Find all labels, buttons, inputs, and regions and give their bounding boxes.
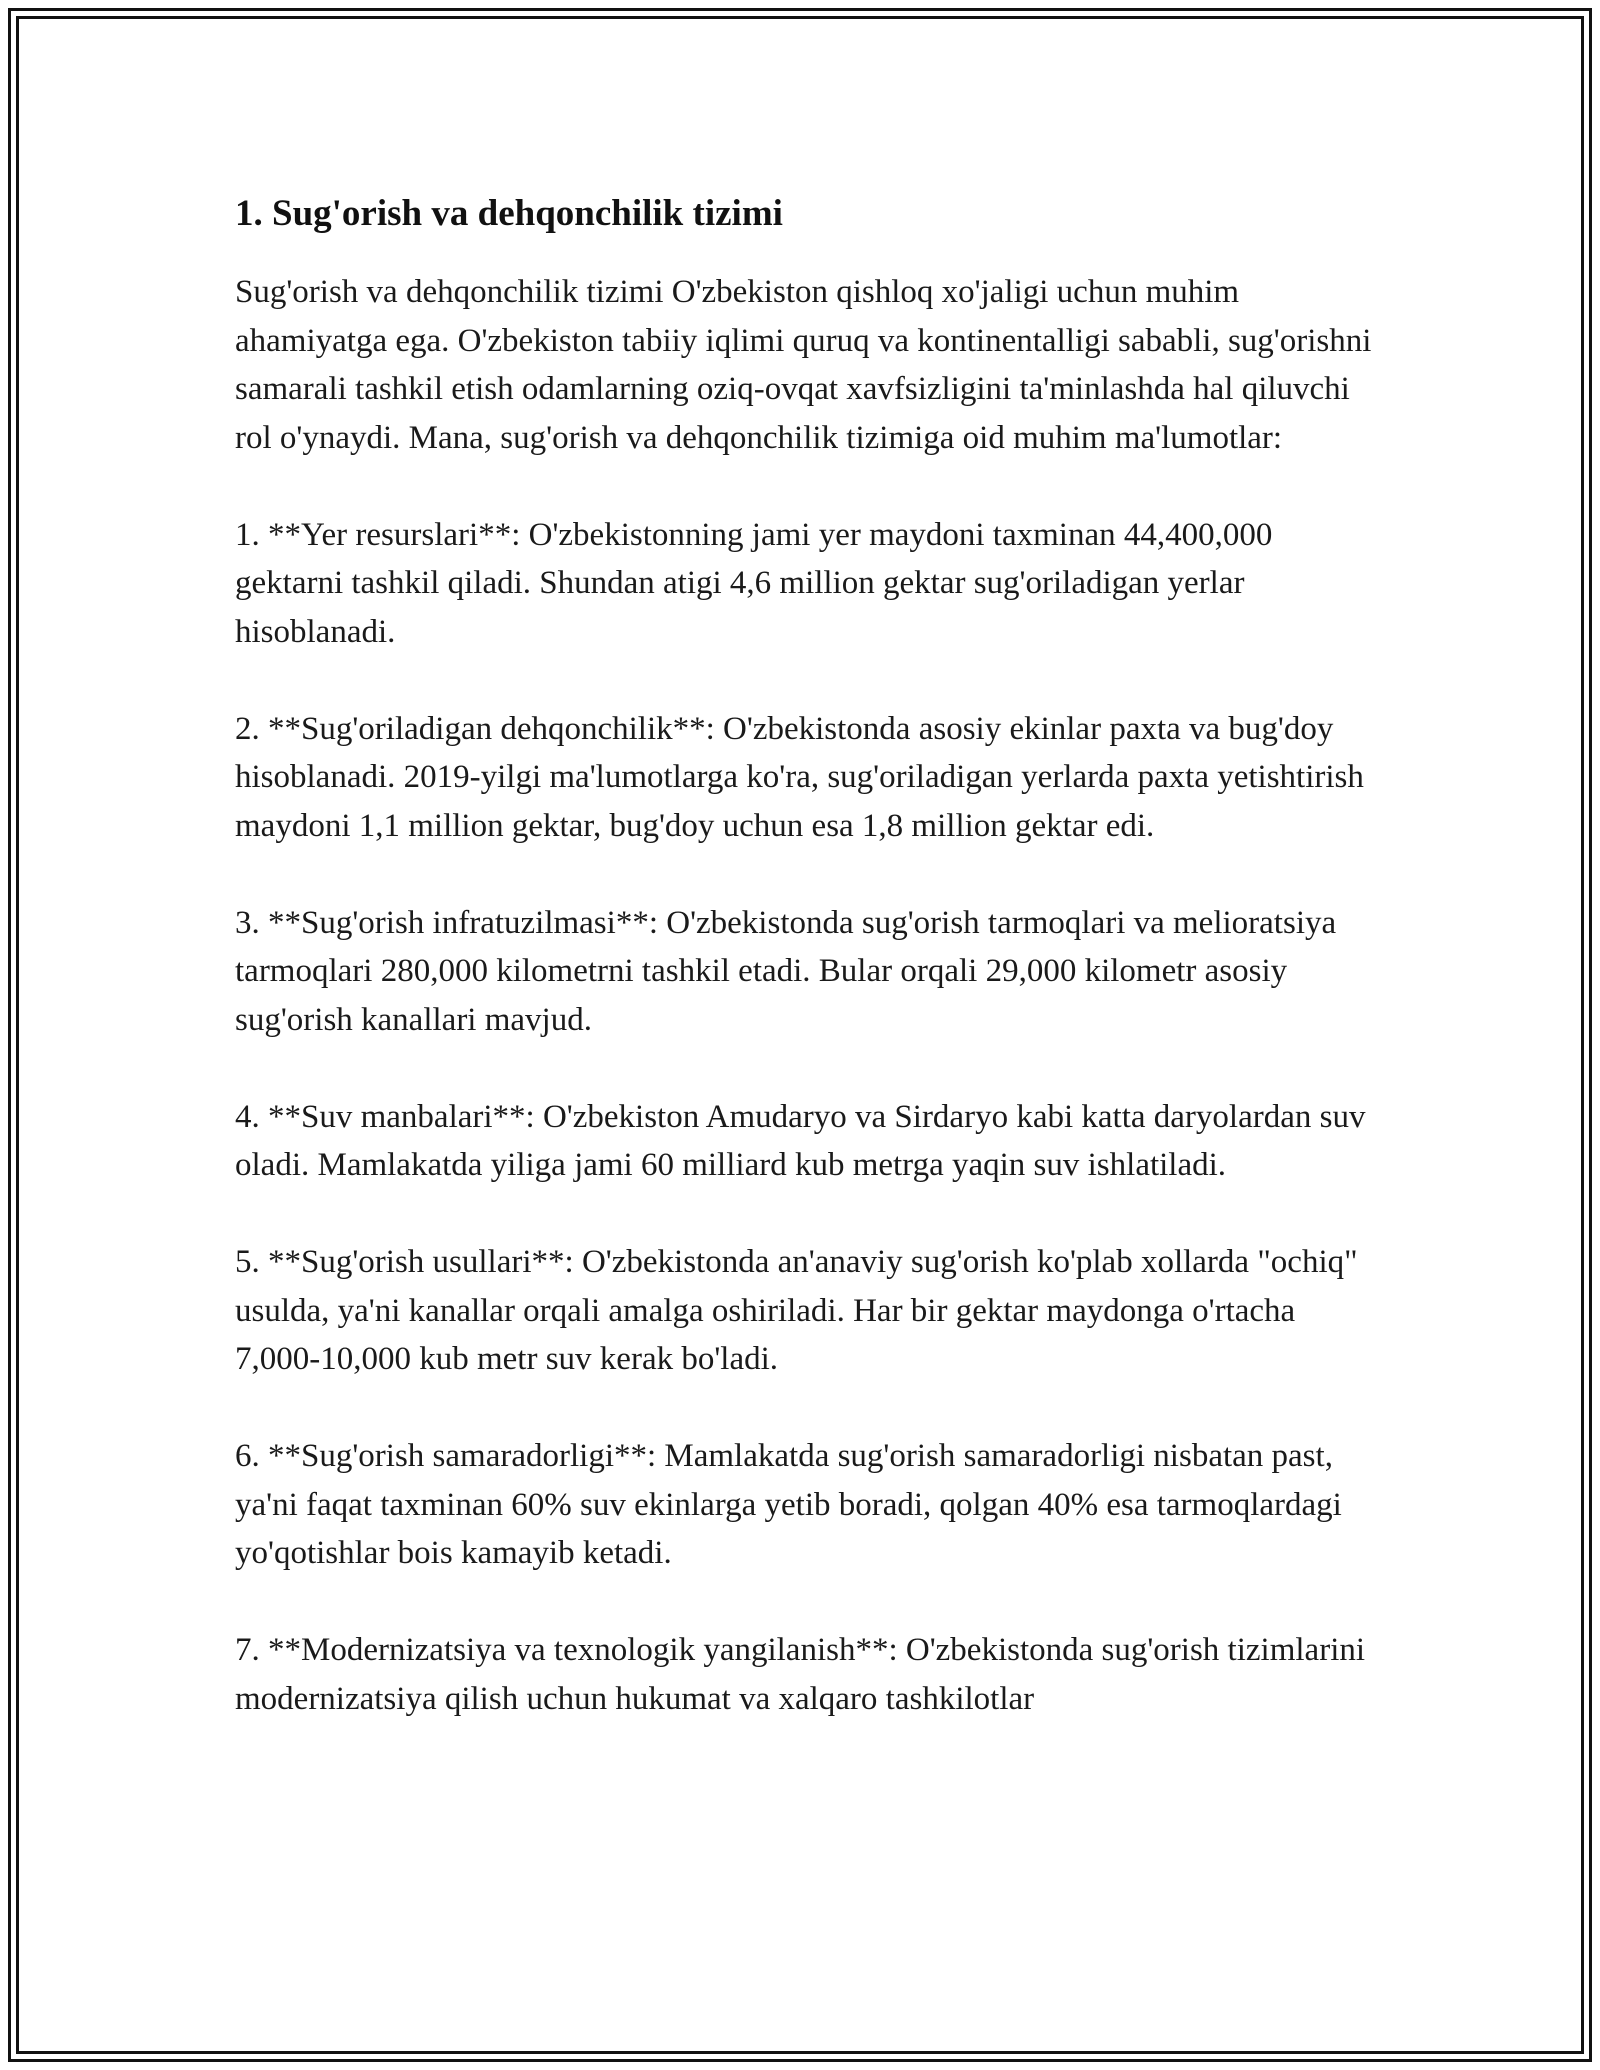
intro-paragraph: Sug'orish va dehqonchilik tizimi O'zbekiston qishloq xo'jaligi uchun muhim ahamiyatga ega. O'zbekiston tabiiy iqlimi quruq va kontinentalligi sababli, sug'orishni samarali tashkil etish odamlarning oziq-ovqat xavfsizligini ta'minlashda hal qiluvchi rol o'ynaydi. Mana, sug'orish va dehqonchilik tizimiga oid muhim ma'lumotlar:: [235, 274, 1372, 456]
list-item-modernization: 7. **Modernizatsiya va texnologik yangilanish**: O'zbekistonda sug'orish tizimlarini modernizatsiya qilish uchun hukumat va xalqaro tashkilotlar: [235, 1632, 1366, 1717]
list-item-irrigated-farming: 2. **Sug'oriladigan dehqonchilik**: O'zbekistonda asosiy ekinlar paxta va bug'doy hisoblanadi. 2019-yilgi ma'lumotlarga ko'ra, sug'oriladigan yerlarda paxta yetishtirish maydoni 1,1 million gektar, bug'doy uchun esa 1,8 million gektar edi.: [235, 710, 1364, 844]
list-item-irrigation-efficiency: 6. **Sug'orish samaradorligi**: Mamlakatda sug'orish samaradorligi nisbatan past, ya'ni faqat taxminan 60% suv ekinlarga yetib boradi, qolgan 40% esa tarmoqlardagi yo'qotishlar bois kamayib ketadi.: [235, 1438, 1342, 1571]
list-item-irrigation-methods: 5. **Sug'orish usullari**: O'zbekistonda an'anaviy sug'orish ko'plab xollarda "ochiq" usulda, ya'ni kanallar orqali amalga oshiriladi. Har bir gektar maydonga o'rtacha 7,000-10,000 kub metr suv kerak bo'ladi.: [235, 1244, 1358, 1377]
list-item-water-sources: 4. **Suv manbalari**: O'zbekiston Amudaryo va Sirdaryo kabi katta daryolardan suv oladi. Mamlakatda yiliga jami 60 milliard kub metrga yaqin suv ishlatiladi.: [235, 1098, 1366, 1183]
list-item-irrigation-infrastructure: 3. **Sug'orish infratuzilmasi**: O'zbekistonda sug'orish tarmoqlari va melioratsiya tarmoqlari 280,000 kilometrni tashkil etadi. Bular orqali 29,000 kilometr asosiy sug'orish kanallari mavjud.: [235, 904, 1337, 1038]
document-body: [235, 182, 1375, 1772]
section-heading: 1. Sug'orish va dehqonchilik tizimi: [235, 193, 783, 234]
list-item-land-resources: 1. **Yer resurslari**: O'zbekistonning jami yer maydoni taxminan 44,400,000 gektarni tashkil qiladi. Shundan atigi 4,6 million gektar sug'oriladigan yerlar hisoblanadi.: [235, 516, 1273, 650]
